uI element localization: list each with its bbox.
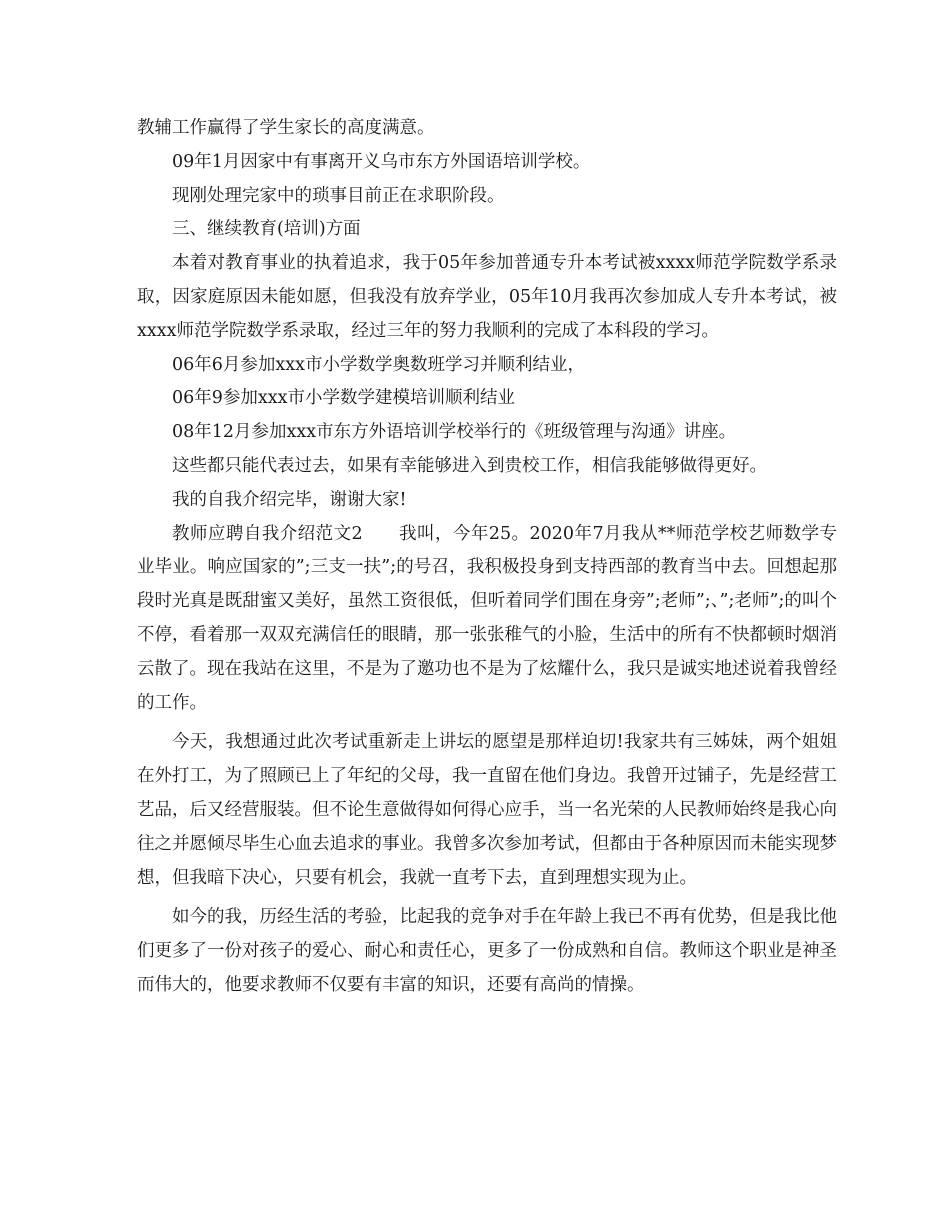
paragraph-5: 本着对教育事业的执着追求，我于05年参加普通专升本考试被xxxx师范学院数学系录取，因家庭原因未能如愿，但我没有放弃学业，05年10月我再次参加成人专升本考试，被xxxx师范学院数学系录取，经过三年的努力我顺利的完成了本科段的学习。 bbox=[137, 253, 837, 341]
paragraph-10: 我的自我介绍完毕，谢谢大家! bbox=[172, 489, 407, 510]
paragraph-3: 现刚处理完家中的琐事目前正在求职阶段。 bbox=[172, 185, 505, 206]
paragraph-9: 这些都只能代表过去，如果有幸能够进入到贵校工作，相信我能够做得更好。 bbox=[172, 455, 767, 476]
paragraph-7: 06年9参加xxx市小学数学建模培训顺利结业 bbox=[172, 388, 516, 409]
paragraph-13: 如今的我，历经生活的考验，比起我的竞争对手在年龄上我已不再有优势，但是我比他们更多了一份对孩子的爱心、耐心和责任心，更多了一份成熟和自信。教师这个职业是神圣而伟大的，他要求教师不仅要有丰富的知识，还要有高尚的情操。 bbox=[137, 907, 837, 995]
paragraph-1: 教辅工作赢得了学生家长的高度满意。 bbox=[137, 118, 435, 138]
paragraph-6: 06年6月参加xxx市小学数学奥数班学习并顺利结业， bbox=[172, 354, 586, 375]
paragraph-8: 08年12月参加xxx市东方外语培训学校举行的《班级管理与沟通》讲座。 bbox=[172, 422, 737, 443]
paragraph-2: 09年1月因家中有事离开义乌市东方外国语培训学校。 bbox=[172, 151, 591, 172]
section-heading: 三、继续教育(培训)方面 bbox=[172, 219, 361, 240]
paragraph-11: 教师应聘自我介绍范文2 我叫，今年25。2020年7月我从**师范学校艺师数学专业毕业。响应国家的”;三支一扶”;的号召，我积极投身到支持西部的教育当中去。回想起那段时光真是既甜蜜又美好，虽然工资很低，但听着同学们围在身旁”;老师”;、”;老师”;的叫个不停，看着那一双双充满信任的眼睛，那一张张稚气的小脸，生活中的所有不快都顿时烟消云散了。现在我站在这里，不是为了邀功也不是为了炫耀什么，我只是诚实地述说着我曾经的工作。 bbox=[137, 523, 837, 713]
paragraph-12: 今天，我想通过此次考试重新走上讲坛的愿望是那样迫切!我家共有三姊妹，两个姐姐在外打工，为了照顾已上了年纪的父母，我一直留在他们身边。我曾开过铺子，先是经营工艺品，后又经营服装。但不论生意做得如何得心应手，当一名光荣的人民教师始终是我心向往之并愿倾尽毕生心血去追求的事业。我曾多次参加考试，但都由于各种原因而未能实现梦想，但我暗下决心，只要有机会，我就一直考下去，直到理想实现为止。 bbox=[137, 732, 837, 888]
document-body bbox=[137, 112, 837, 1003]
